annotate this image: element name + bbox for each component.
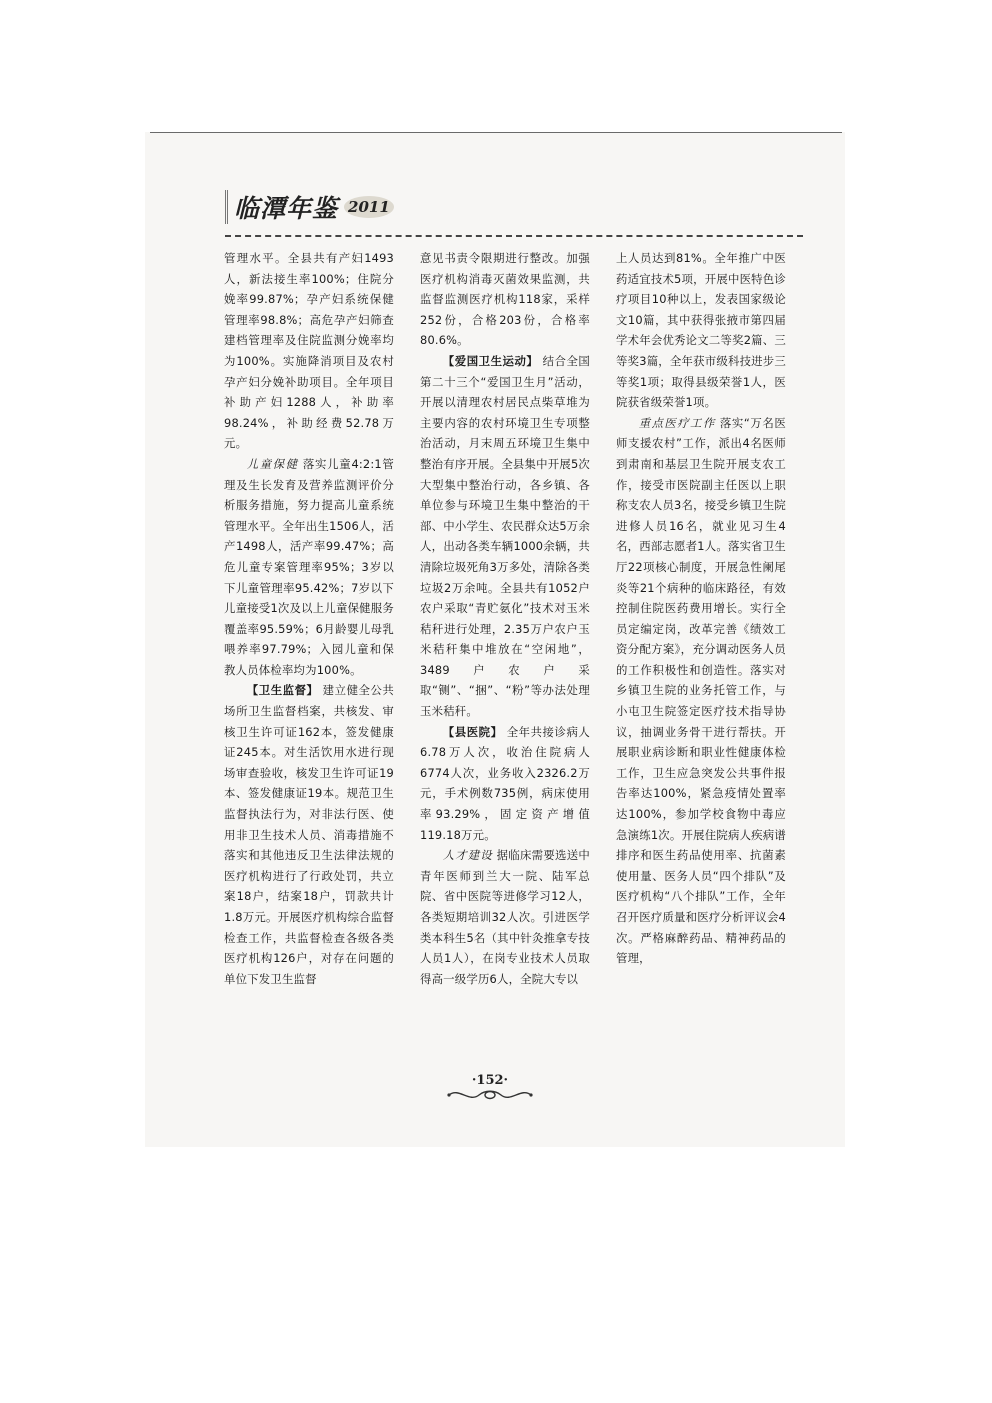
paragraph: [420, 351, 590, 722]
paragraph-text: 落实“万名医师支援农村”工作，派出4名医师到肃南和基层卫生院开展支农工作，接受市医院副主任医以上职称支农人员3名，接受乡镇卫生院进修人员16名，就业见习生4名，西部志愿者1人。落实省卫生厅22项核心制度，开展急性阑尾炎等21个病种的临床路径，有效控制住院医药费用增长。实行全员定编定岗，改革完善《绩效工资分配方案》，充分调动医务人员的工作积极性和创造性。落实对乡镇卫生院的业务托管工作，与小屯卫生院签定医疗技术指导协议，抽调业务骨干进行帮扶。开展职业病诊断和职业性健康体检工作，卫生应急突发公共事件报告率达100%，紧急疫情处置率达100%，参加学校食物中毒应急演练1次。开展住院病人疾病谱排序和医生药品使用率、抗菌素使用量、医务人员“四个排队”及医疗机构“八个排队”工作，全年召开医疗质量和医疗分析评议会4次。严格麻醉药品、精神药品的管理，: [616, 415, 786, 966]
paragraph: [224, 680, 394, 989]
yearbook-title: 临潭年鉴: [234, 194, 339, 223]
text-column-3: [616, 248, 786, 969]
paragraph: [420, 248, 590, 351]
flourish-ornament-icon: [445, 1088, 535, 1102]
subsection-heading: 人才建设: [442, 848, 493, 863]
section-heading: 【卫生监督】: [246, 683, 319, 698]
header-divider: [225, 235, 803, 237]
yearbook-logo: [225, 190, 394, 224]
page-footer: [440, 1073, 540, 1102]
paragraph-text: 全年共接诊病人6.78万人次，收治住院病人6774人次，业务收入2326.2万元，手术例数735例，病床使用率93.29%，固定资产增值119.18万元。: [420, 724, 590, 842]
paragraph-text: 上人员达到81%。全年推广中医药适宜技术5项，开展中医特色诊疗项目10种以上，发表国家级论文10篇，其中获得张掖市第四届学术年会优秀论文二等奖2篇、三等奖3篇，全年获市级科技进步三等奖1项；取得县级荣誉1人，医院获省级荣誉1项。: [616, 251, 786, 410]
subsection-heading: 儿童保健: [246, 456, 299, 471]
paragraph: [224, 248, 394, 454]
paragraph-text: 落实儿童4:2:1管理及生长发育及营养监测评价分析服务措施，努力提高儿童系统管理水平。全年出生1506人，活产1498人，活产率99.47%；高危儿童专案管理率95%；3岁以下儿童管理率95.42%；7岁以下儿童接受1次及以上儿童保健服务覆盖率95.59%；6月龄婴儿母乳喂养率97.79%；入园儿童和保教人员体检率均为100%。: [224, 456, 394, 677]
text-column-1: [224, 248, 394, 989]
paragraph: [224, 454, 394, 681]
page-number: ·152·: [471, 1073, 509, 1088]
section-heading: 【县医院】: [442, 724, 503, 739]
section-heading: 【爱国卫生运动】: [442, 353, 539, 368]
paragraph-text: 管理水平。全县共有产妇1493人，新法接生率100%；住院分娩率99.87%；孕产妇系统保健管理率98.8%；高危孕产妇筛查建档管理率及住院监测分娩率均为100%。实施降消项目及农村孕产妇分娩补助项目。全年项目补助产妇1288人，补助率98.24%，补助经费52.78万元。: [224, 251, 394, 451]
page-header: [225, 190, 805, 240]
subsection-heading: 重点医疗工作: [638, 415, 716, 430]
paragraph: [616, 413, 786, 969]
paragraph-text: 结合全国第二十三个“爱国卫生月”活动，开展以清理农村居民点柴草堆为主要内容的农村环境卫生专项整治活动，月末周五环境卫生集中整治有序开展。全县集中开展5次大型集中整治行动，各乡镇、各单位参与环境卫生集中整治的干部、中小学生、农民群众达5万余人，出动各类车辆1000余辆，共清除垃圾死角3万多处，清除各类垃圾2万余吨。全县共有1052户农户采取“青贮氨化”技术对玉米秸秆进行处理，2.35万户农户玉米秸秆集中堆放在“空闲地”，3489户农户采取“铡”、“捆”、“粉”等办法处理玉米秸秆。: [420, 353, 590, 719]
text-column-2: [420, 248, 590, 989]
paragraph: [420, 845, 590, 989]
paragraph: [616, 248, 786, 413]
yearbook-year: 2011: [344, 196, 394, 218]
paragraph-text: 据临床需要选送中青年医师到兰大一院、陆军总院、省中医院等进修学习12人，各类短期培训32人次。引进医学类本科生5名（其中针灸推拿专技人员1人），在岗专业技术人员取得高一级学历6人，全院大专以: [420, 848, 590, 986]
paragraph-text: 建立健全公共场所卫生监督档案，共核发、审核卫生许可证162本，签发健康证245本。对生活饮用水进行现场审查验收，核发卫生许可证19本、签发健康证19本。规范卫生监督执法行为，对非法行医、使用非卫生技术人员、消毒措施不落实和其他违反卫生法律法规的医疗机构进行了行政处罚，共立案18户，结案18户，罚款共计1.8万元。开展医疗机构综合监督检查工作，共监督检查各级各类医疗机构126户，对存在问题的单位下发卫生监督: [224, 683, 394, 986]
top-rule: [150, 132, 842, 133]
paragraph: [420, 722, 590, 846]
paragraph-text: 意见书责令限期进行整改。加强医疗机构消毒灭菌效果监测，共监督监测医疗机构118家，采样252份，合格203份，合格率80.6%。: [420, 251, 590, 348]
